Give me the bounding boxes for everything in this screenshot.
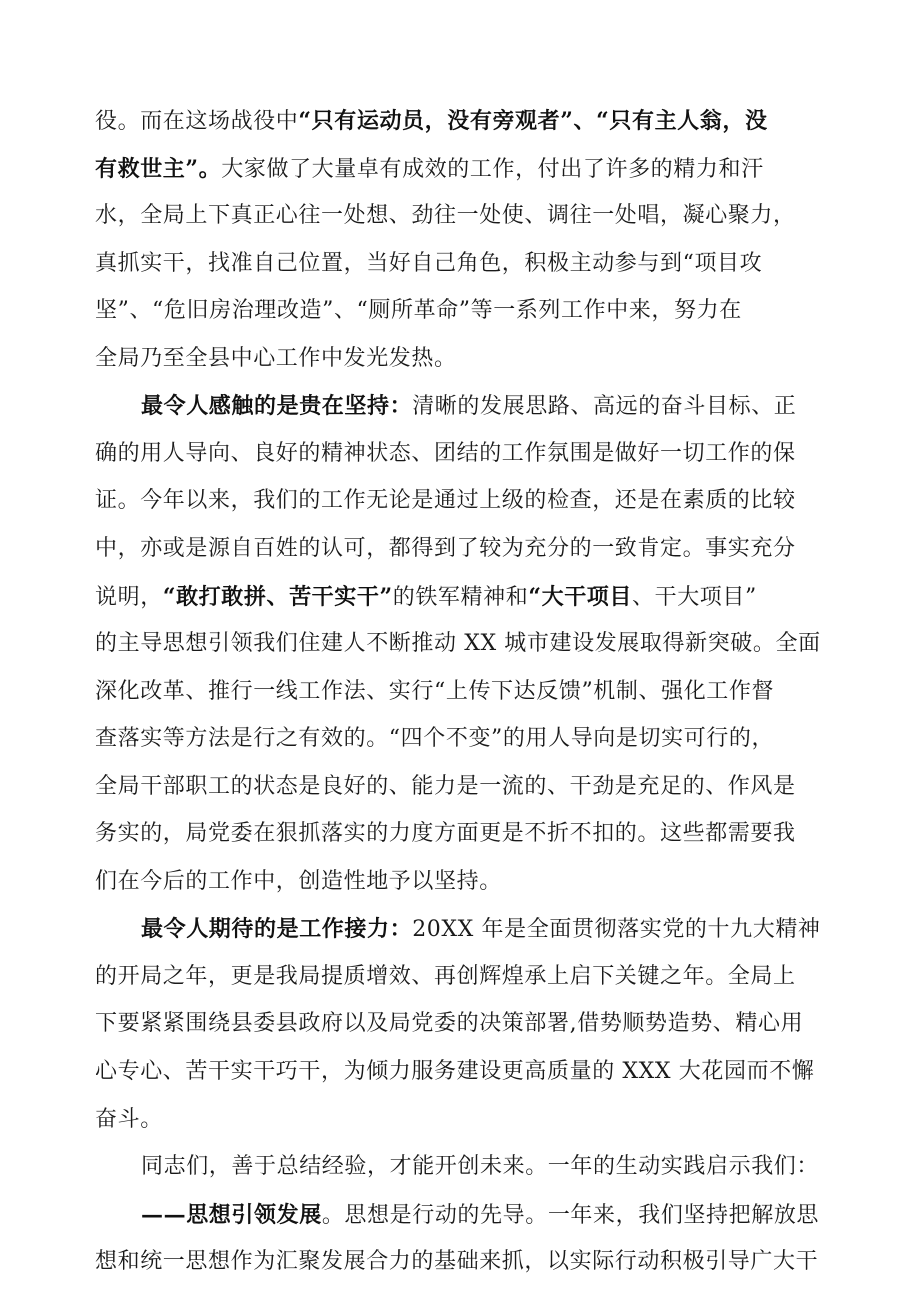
- text-segment: 同志们，善于总结经验，才能开创未来。一年的生动实践启示我们：: [141, 1154, 820, 1180]
- text-segment: 们在今后的工作中，创造性地予以坚持。: [95, 868, 502, 894]
- text-line: [141, 1192, 825, 1238]
- text-segment: 查落实等方法是行之有效的。“四个不变”的用人导向是切实可行的，: [95, 726, 775, 752]
- text-segment: 水，全局上下真正心往一处想、劲往一处使、调往一处唱，凝心聚力，: [95, 203, 796, 229]
- text-line: [95, 1049, 825, 1095]
- bold-text-segment: 最令人期待的是工作接力：: [141, 916, 413, 943]
- text-line: [141, 906, 825, 952]
- text-line: [95, 669, 825, 715]
- bold-text-segment: “敢打敢拼、苦干实干”: [162, 583, 393, 610]
- text-line: [95, 811, 825, 857]
- text-line: [95, 1097, 825, 1143]
- text-line: [95, 336, 825, 382]
- text-segment: 证。今年以来，我们的工作无论是通过上级的检查，还是在素质的比较: [95, 488, 796, 514]
- text-segment: 大家做了大量卓有成效的工作，付出了许多的精力和汗: [221, 156, 764, 182]
- text-segment: 奋斗。: [95, 1106, 163, 1132]
- text-line: [95, 478, 825, 524]
- text-line: [95, 146, 825, 192]
- text-line: [95, 98, 825, 144]
- text-segment: 真抓实干，找准自己位置，当好自己角色，积极主动参与到“项目攻: [95, 250, 763, 276]
- text-segment: 20XX 年是全面贯彻落实党的十九大精神: [412, 917, 821, 943]
- text-segment: 深化改革、推行一线工作法、实行“上传下达反馈”机制、强化工作督: [95, 678, 775, 704]
- text-line: [95, 574, 825, 620]
- bold-text-segment: “大干项目: [528, 583, 632, 610]
- text-segment: 役。而在这场战役中: [95, 109, 299, 134]
- text-segment: 坚”、“危旧房治理改造”、“厕所革命”等一系列工作中来，努力在: [95, 298, 742, 324]
- text-segment: 说明，: [95, 584, 163, 610]
- text-segment: 全局乃至全县中心工作中发光发热。: [95, 345, 457, 371]
- text-segment: 的开局之年，更是我局提质增效、再创辉煌承上启下关键之年。全局上: [95, 963, 796, 989]
- text-segment: 下要紧紧围绕县委县政府以及局党委的决策部署,借势顺势造势、精心用: [95, 1011, 804, 1037]
- text-segment: 全局干部职工的状态是良好的、能力是一流的、干劲是充足的、作风是: [95, 773, 796, 799]
- text-segment: 心专心、苦干实干巧干，为倾力服务建设更高质量的 XXX 大花园而不懈: [95, 1059, 815, 1084]
- text-segment: 。思想是行动的先导。一年来，我们坚持把解放思: [321, 1202, 820, 1228]
- bold-text-segment: 有救世主”。: [95, 155, 222, 182]
- bold-text-segment: “只有运动员，没有旁观者”、“只有主人翁，没: [298, 108, 768, 134]
- text-segment: 中，亦或是源自百姓的认可，都得到了较为充分的一致肯定。事实充分: [95, 535, 796, 561]
- text-line: [95, 954, 825, 1000]
- text-line: [141, 383, 825, 429]
- text-line: [95, 193, 825, 239]
- text-segment: 确的用人导向、良好的精神状态、团结的工作氛围是做好一切工作的保: [95, 440, 796, 466]
- text-segment: 的主导思想引领我们住建人不断推动 XX 城市建设发展取得新突破。全面: [95, 631, 821, 657]
- bold-text-segment: 最令人感触的是贵在坚持：: [141, 393, 413, 420]
- bold-text-segment: ——思想引领发展: [141, 1201, 322, 1228]
- text-line: [95, 621, 825, 667]
- text-segment: 想和统一思想作为汇聚发展合力的基础来抓，以实际行动积极引导广大干: [95, 1249, 819, 1275]
- text-line: [95, 859, 825, 905]
- text-line: [95, 716, 825, 762]
- text-line: [95, 431, 825, 477]
- text-line: [95, 1239, 825, 1285]
- text-line: [95, 764, 825, 810]
- text-segment: 的铁军精神和: [392, 584, 529, 610]
- text-segment: 务实的，局党委在狠抓落实的力度方面更是不折不扣的。这些都需要我: [95, 821, 796, 847]
- text-segment: 清晰的发展思路、高远的奋斗目标、正: [412, 394, 797, 420]
- text-segment: 、干大项目”: [632, 584, 757, 610]
- text-line: [95, 1001, 825, 1047]
- text-line: [95, 288, 825, 334]
- text-line: [95, 526, 825, 572]
- text-line: [141, 1144, 825, 1190]
- text-line: [95, 241, 825, 287]
